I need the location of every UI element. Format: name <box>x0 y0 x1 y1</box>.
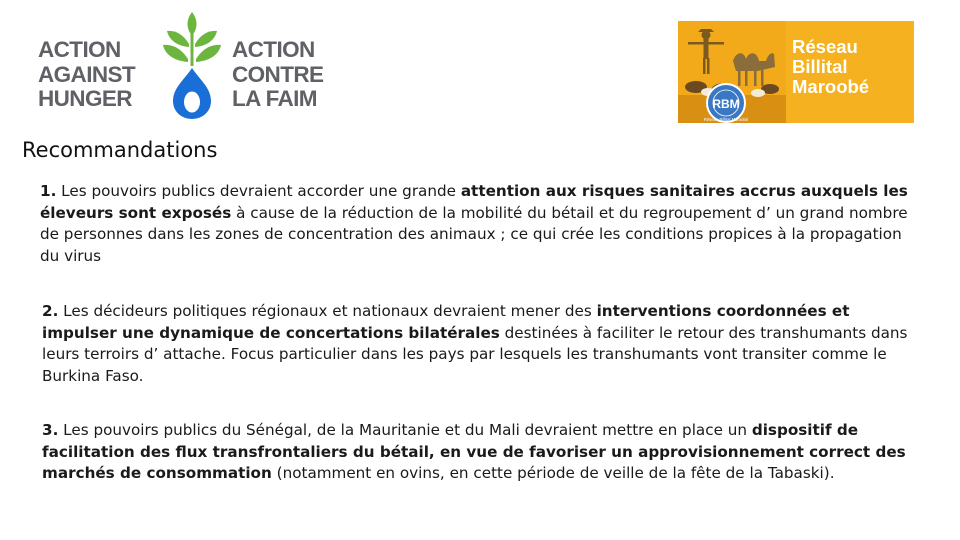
recommendation-1 <box>40 181 920 267</box>
recommendation-3 <box>42 420 922 485</box>
recommendation-1-number: 1. <box>40 182 57 200</box>
herder-cattle-illustration <box>678 21 786 123</box>
acf-en-line-1: ACTION <box>38 37 121 62</box>
rbm-name-line-1: Réseau <box>792 36 858 57</box>
recommendation-1-text-cont: à cause de la réduction de la mobilité du bétail et du regroupement d’ un grand nombre de personnes dans les zones de concentration des animaux ; ce qui crée les conditions propices à la propagation du virus <box>40 203 908 265</box>
acf-fr-line-1: ACTION <box>232 37 315 62</box>
acf-french-name <box>232 38 323 112</box>
acf-english-name <box>38 38 135 112</box>
recommendation-1-emphasis: attention aux risques sanitaires accrus auxquels les éleveurs sont exposés <box>40 182 908 222</box>
reseau-billital-maroobe-logo <box>678 21 914 123</box>
rbm-name <box>792 37 869 97</box>
recommendation-2-text-cont: destinées à faciliter le retour des transhumants dans leurs terroirs d’ attache. Focus particulier dans les pays par lesquels les transhumants vont transiter comme le Burkina Faso. <box>42 323 908 385</box>
recommendation-2-emphasis: interventions coordonnées et impulser une dynamique de concertations bilatérales <box>42 302 850 342</box>
acf-fr-line-2: CONTRE <box>232 61 324 87</box>
recommendation-3-number: 3. <box>42 421 59 439</box>
wheat-drop-icon <box>161 10 223 120</box>
recommendation-2-number: 2. <box>42 302 59 320</box>
recommendation-3-text: Les pouvoirs publics du Sénégal, de la Mauritanie et du Mali devraient mettre en place un <box>58 421 752 439</box>
recommendation-3-text-cont: (notamment en ovins, en cette période de veille de la fête de la Tabaski). <box>271 464 835 482</box>
acf-en-line-3: HUNGER <box>38 86 132 111</box>
recommendation-3-emphasis: dispositif de facilitation des flux transfrontaliers du bétail, en vue de favoriser un approvisionnement correct des marchés de consommation <box>42 421 906 482</box>
rbm-name-line-3: Maroobé <box>792 76 870 97</box>
acf-fr-line-3: LA FAIM <box>232 86 317 111</box>
acf-en-line-2: AGAINST <box>38 61 136 87</box>
recommendation-2-text: Les décideurs politiques régionaux et nationaux devraient mener des <box>58 302 597 320</box>
rbm-seal-ring-text: Réseau Billital Maroobé <box>703 117 749 122</box>
recommendation-2 <box>42 301 922 387</box>
rbm-seal-text: RBM <box>712 97 740 111</box>
recommendation-1-text: Les pouvoirs publics devraient accorder une grande <box>56 182 461 200</box>
action-against-hunger-logo <box>36 10 342 122</box>
rbm-name-line-2: Billital <box>792 56 848 77</box>
page-title: Recommandations <box>22 138 218 162</box>
